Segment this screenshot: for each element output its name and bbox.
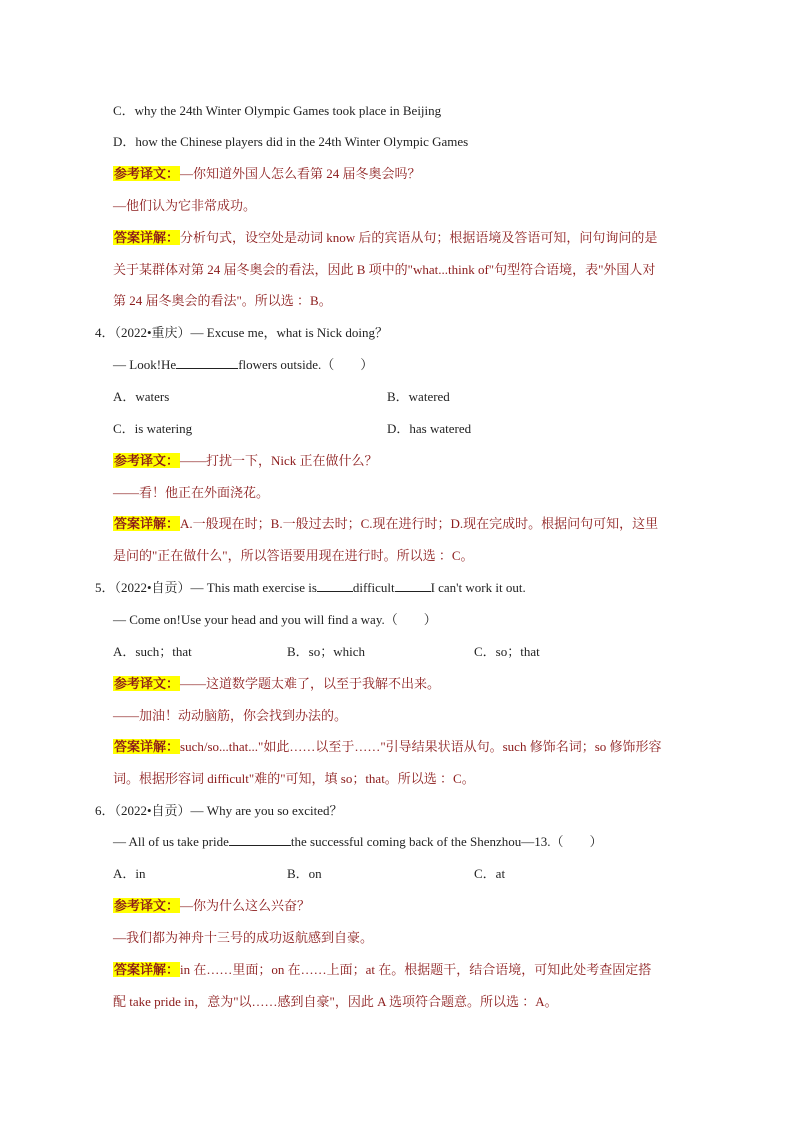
q6-prompt-c: ）: [589, 834, 603, 849]
q4-prompt-c: ）: [360, 357, 374, 372]
q4-option-c: C．is watering: [113, 421, 193, 436]
explanation-label: 答案详解：: [114, 962, 180, 977]
q3-translation-1: —你知道外国人怎么看第 24 届冬奥会吗？: [180, 166, 421, 181]
q5-option-a: A．such；that: [113, 644, 192, 659]
q4-explanation-1: A.一般现在时；B.一般过去时；C.现在进行时；D.现在完成时。根据问句可知，这里: [180, 516, 659, 531]
q6-prompt-b: the successful coming back of the Shenzhou—13.（: [290, 834, 564, 849]
q5-head-c: I can't work it out.: [430, 580, 526, 595]
q5-translation-1: ——这道数学题太难了，以至于我解不出来。: [180, 676, 441, 691]
q5-translation-2: ——加油！动动脑筋，你会找到办法的。: [113, 708, 348, 723]
q6-option-c: C．at: [474, 866, 506, 881]
q5-head-b: difficult: [352, 580, 395, 595]
explanation-label: 答案详解：: [114, 230, 180, 245]
q4-option-a: A．waters: [113, 389, 170, 404]
q3-explanation-2: 关于某群体对第 24 届冬奥会的看法，因此 B 项中的"what...think of"句型符合语境，表"外国人对: [113, 262, 656, 277]
q5-prompt-c: ）: [423, 612, 437, 627]
explanation-label: 答案详解：: [114, 739, 180, 754]
q6-explanation-2: 配 take pride in，意为"以……感到自豪"，因此 A 选项符合题意。所以选 ：A。: [113, 994, 558, 1009]
q4-explanation: [113, 514, 704, 534]
explanation-label: 答案详解：: [114, 516, 180, 531]
q5-head: [95, 578, 704, 598]
q6-prompt: [113, 832, 704, 852]
q6-translation: [113, 896, 704, 916]
answer-blank: [176, 355, 238, 369]
q6-option-a: A．in: [113, 866, 146, 881]
q5-explanation-2: 词。根据形容词 difficult"难的"可知，填 so；that。所以选 ：C。: [113, 771, 475, 786]
q4-translation-1: ——打扰一下，Nick 正在做什么？: [180, 453, 378, 468]
q5-head-a: 5．（2022•自贡）— This math exercise is: [95, 580, 317, 595]
q4-head: 4．（2022•重庆）— Excuse me，what is Nick doing？: [95, 325, 389, 340]
q3-explanation-3: 第 24 届冬奥会的看法"。所以选 ：B。: [113, 293, 332, 308]
q3-translation: [113, 164, 704, 184]
q5-option-b: B．so；which: [287, 644, 366, 659]
translation-label: 参考译文：: [114, 898, 180, 913]
q6-prompt-a: — All of us take pride: [113, 834, 229, 849]
translation-label: 参考译文：: [114, 166, 180, 181]
q5-option-c: C．so；that: [474, 644, 540, 659]
q3-option-c: C．why the 24th Winter Olympic Games took place in Beijing: [113, 103, 442, 118]
q4-prompt-a: — Look!He: [113, 357, 177, 372]
answer-blank: [395, 578, 431, 592]
answer-blank: [317, 578, 353, 592]
q4-translation: [113, 451, 704, 471]
q3-translation-2: —他们认为它非常成功。: [113, 198, 257, 213]
q4-explanation-2: 是问的"正在做什么"，所以答语要用现在进行时。所以选 ：C。: [113, 548, 474, 563]
translation-label: 参考译文：: [114, 676, 180, 691]
q6-translation-1: —你为什么这么兴奋？: [180, 898, 311, 913]
q4-option-b: B．watered: [387, 389, 450, 404]
q6-explanation-1: in 在……里面；on 在……上面；at 在。根据题干，结合语境，可知此处考查固定搭: [180, 962, 652, 977]
q6-head: 6．（2022•自贡）— Why are you so excited？: [95, 803, 343, 818]
translation-label: 参考译文：: [114, 453, 180, 468]
q6-option-b: B．on: [287, 866, 322, 881]
q5-prompt: [113, 610, 704, 630]
q5-prompt-a: — Come on!Use your head and you will find a way.（: [113, 612, 398, 627]
q4-prompt: [113, 355, 704, 375]
q6-translation-2: —我们都为神舟十三号的成功返航感到自豪。: [113, 930, 374, 945]
q3-explanation-1: 分析句式，设空处是动词 know 后的宾语从句；根据语境及答语可知，问句询问的是: [180, 230, 658, 245]
q6-explanation: [113, 960, 704, 980]
q3-explanation: [113, 228, 704, 248]
q5-explanation-1: such/so...that..."如此……以至于……"引导结果状语从句。such 修饰名词；so 修饰形容: [180, 739, 662, 754]
q5-translation: [113, 674, 704, 694]
q4-translation-2: ——看！他正在外面浇花。: [113, 485, 270, 500]
q4-option-d: D．has watered: [387, 421, 472, 436]
q3-option-d: D．how the Chinese players did in the 24th Winter Olympic Games: [113, 134, 469, 149]
q4-prompt-b: flowers outside.（: [238, 357, 335, 372]
q5-explanation: [113, 737, 704, 757]
answer-blank: [229, 832, 291, 846]
